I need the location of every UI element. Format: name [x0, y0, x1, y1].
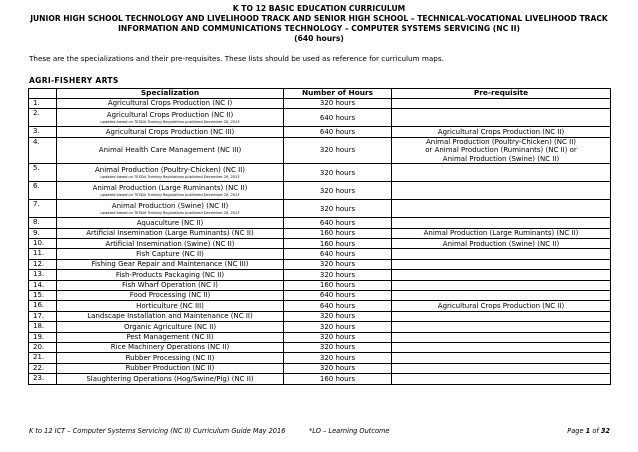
prerequisite-cell: [392, 164, 611, 182]
row-number: 23.: [29, 374, 57, 384]
prerequisite-cell: [392, 322, 611, 332]
footer-guide-title: K to 12 ICT – Computer Systems Servicing (NC II) Curriculum Guide May 2016: [29, 427, 286, 435]
header-cell-prerequisite: Pre-requisite: [392, 89, 611, 99]
row-number: 22.: [29, 363, 57, 373]
table-row: [29, 218, 611, 228]
prerequisite-cell: Animal Production (Poultry-Chicken) (NC II) or Animal Production (Ruminants) (NC II) or Animal Production (Swine) (NC II): [392, 137, 611, 164]
prerequisite-cell: [392, 259, 611, 269]
specialization-name: Fish Wharf Operation (NC I): [122, 281, 218, 290]
specialization-cell: [57, 353, 284, 363]
specialization-name: Agricultural Crops Production (NC II): [106, 111, 234, 120]
table-row: [29, 311, 611, 321]
table-body: [29, 99, 611, 385]
table-row: [29, 363, 611, 373]
hours-cell: 640 hours: [284, 127, 392, 137]
row-number: 11.: [29, 249, 57, 259]
table-row: [29, 332, 611, 342]
specialization-cell: [57, 332, 284, 342]
hours-cell: 160 hours: [284, 374, 392, 384]
specialization-cell: [57, 291, 284, 301]
prerequisite-cell: [392, 218, 611, 228]
hours-cell: 640 hours: [284, 218, 392, 228]
row-number: 7.: [29, 200, 57, 218]
hours-cell: 640 hours: [284, 301, 392, 311]
prerequisite-cell: [392, 291, 611, 301]
table-row: [29, 239, 611, 249]
row-number: 3.: [29, 127, 57, 137]
row-number: 9.: [29, 228, 57, 238]
specialization-name: Food Processing (NC II): [129, 291, 211, 300]
hours-cell: 320 hours: [284, 259, 392, 269]
hours-cell: 640 hours: [284, 291, 392, 301]
specialization-cell: [57, 249, 284, 259]
hours-cell: 320 hours: [284, 363, 392, 373]
prerequisite-cell: [392, 374, 611, 384]
footer-page-number: Page 1 of 32: [567, 427, 610, 435]
hours-cell: 320 hours: [284, 164, 392, 182]
table-row: [29, 164, 611, 182]
header-line-1: K TO 12 BASIC EDUCATION CURRICULUM: [232, 4, 406, 13]
specialization-name: Artificial Insemination (Large Ruminants) (NC II): [86, 229, 254, 238]
section-title: AGRI-FISHERY ARTS: [29, 76, 119, 85]
hours-cell: 160 hours: [284, 228, 392, 238]
hours-cell: 320 hours: [284, 270, 392, 280]
row-number: 20.: [29, 342, 57, 352]
prerequisite-cell: [392, 182, 611, 200]
hours-cell: 160 hours: [284, 239, 392, 249]
specialization-name: Slaughtering Operations (Hog/Swine/Pig) (NC II): [86, 374, 254, 383]
row-number: 12.: [29, 259, 57, 269]
specialization-name: Rubber Production (NC II): [125, 364, 215, 373]
prerequisite-cell: [392, 280, 611, 290]
tesda-update-note: updated based on TESDA Training Regulations published December 28, 2013: [100, 210, 240, 215]
specialization-name: Animal Production (Large Ruminants) (NC II): [92, 184, 248, 193]
specialization-cell: [57, 239, 284, 249]
table-row: [29, 182, 611, 200]
specialization-cell: [57, 322, 284, 332]
specialization-cell: [57, 280, 284, 290]
prerequisite-cell: [392, 363, 611, 373]
specialization-cell: [57, 127, 284, 137]
hours-cell: 320 hours: [284, 322, 392, 332]
specialization-name: Agricultural Crops Production (NC I): [107, 99, 233, 108]
prerequisite-cell: [392, 311, 611, 321]
specialization-name: Animal Production (Swine) (NC II): [111, 202, 229, 211]
row-number: 6.: [29, 182, 57, 200]
specialization-name: Fish Capture (NC II): [136, 249, 204, 258]
specialization-cell: [57, 342, 284, 352]
table-row: [29, 137, 611, 164]
hours-cell: 320 hours: [284, 200, 392, 218]
row-number: 13.: [29, 270, 57, 280]
table-row: [29, 291, 611, 301]
prerequisite-cell: Animal Production (Swine) (NC II): [392, 239, 611, 249]
header-line-2: JUNIOR HIGH SCHOOL TECHNOLOGY AND LIVELIHOOD TRACK AND SENIOR HIGH SCHOOL – TECHNICAL-VOCATIONAL LIVELIHOOD TRACK: [30, 14, 608, 23]
hours-cell: 320 hours: [284, 99, 392, 109]
specialization-cell: [57, 109, 284, 127]
hours-cell: 320 hours: [284, 137, 392, 164]
intro-text: These are the specializations and their pre-requisites. These lists should be used as reference for curriculum maps.: [29, 54, 444, 63]
prerequisite-cell: [392, 249, 611, 259]
row-number: 1.: [29, 99, 57, 109]
specialization-cell: [57, 200, 284, 218]
table-row: [29, 127, 611, 137]
row-number: 16.: [29, 301, 57, 311]
table-row: [29, 99, 611, 109]
header-cell-hours: Number of Hours: [284, 89, 392, 99]
prerequisite-cell: [392, 270, 611, 280]
hours-cell: 320 hours: [284, 311, 392, 321]
table-row: [29, 109, 611, 127]
specialization-name: Rubber Processing (NC II): [125, 353, 215, 362]
specialization-cell: [57, 218, 284, 228]
hours-cell: 320 hours: [284, 342, 392, 352]
hours-cell: 320 hours: [284, 353, 392, 363]
hours-cell: 640 hours: [284, 249, 392, 259]
specialization-cell: [57, 301, 284, 311]
specialization-name: Animal Health Care Management (NC III): [98, 146, 242, 155]
prerequisite-cell: [392, 342, 611, 352]
table-row: [29, 342, 611, 352]
specialization-name: Fish-Products Packaging (NC II): [115, 270, 225, 279]
table-row: [29, 259, 611, 269]
header-cell-number: [29, 89, 57, 99]
specialization-name: Pest Management (NC II): [126, 333, 214, 342]
prerequisite-cell: [392, 109, 611, 127]
prerequisite-cell: [392, 332, 611, 342]
table-row: [29, 353, 611, 363]
specialization-name: Organic Agriculture (NC II): [123, 322, 217, 331]
header-line-4: (640 hours): [294, 34, 344, 43]
specialization-name: Agricultural Crops Production (NC III): [105, 127, 235, 136]
specialization-cell: [57, 363, 284, 373]
hours-cell: 160 hours: [284, 280, 392, 290]
row-number: 19.: [29, 332, 57, 342]
hours-cell: 320 hours: [284, 182, 392, 200]
hours-cell: 640 hours: [284, 109, 392, 127]
table-row: [29, 228, 611, 238]
row-number: 21.: [29, 353, 57, 363]
header-cell-specialization: Specialization: [57, 89, 284, 99]
table-row: [29, 270, 611, 280]
footer-lo-note: *LO – Learning Outcome: [309, 427, 390, 435]
prerequisite-cell: [392, 200, 611, 218]
table-row: [29, 301, 611, 311]
specialization-table: [28, 88, 611, 385]
row-number: 2.: [29, 109, 57, 127]
row-number: 15.: [29, 291, 57, 301]
specialization-cell: [57, 311, 284, 321]
row-number: 4.: [29, 137, 57, 164]
specialization-name: Animal Production (Poultry-Chicken) (NC II): [94, 166, 245, 175]
specialization-cell: [57, 137, 284, 164]
specialization-cell: [57, 270, 284, 280]
specialization-name: Horticulture (NC III): [136, 301, 204, 310]
specialization-cell: [57, 164, 284, 182]
row-number: 5.: [29, 164, 57, 182]
table-row: [29, 374, 611, 384]
specialization-cell: [57, 182, 284, 200]
hours-cell: 320 hours: [284, 332, 392, 342]
prerequisite-cell: Animal Production (Large Ruminants) (NC II): [392, 228, 611, 238]
header-line-3: INFORMATION AND COMMUNICATIONS TECHNOLOGY – COMPUTER SYSTEMS SERVICING (NC II): [118, 24, 520, 33]
row-number: 18.: [29, 322, 57, 332]
specialization-cell: [57, 228, 284, 238]
specialization-name: Rice Machinery Operations (NC II): [110, 343, 230, 352]
table-row: [29, 200, 611, 218]
prerequisite-cell: Agricultural Crops Production (NC II): [392, 127, 611, 137]
row-number: 10.: [29, 239, 57, 249]
prerequisite-cell: Agricultural Crops Production (NC II): [392, 301, 611, 311]
row-number: 8.: [29, 218, 57, 228]
specialization-cell: [57, 374, 284, 384]
specialization-name: Aquaculture (NC II): [136, 218, 204, 227]
row-number: 14.: [29, 280, 57, 290]
specialization-name: Artificial Insemination (Swine) (NC II): [105, 239, 235, 248]
specialization-cell: [57, 99, 284, 109]
table-row: [29, 280, 611, 290]
table-row: [29, 249, 611, 259]
prerequisite-cell: [392, 353, 611, 363]
tesda-update-note: updated based on TESDA Training Regulations published December 28, 2013: [100, 174, 240, 179]
specialization-name: Landscape Installation and Maintenance (NC II): [87, 312, 253, 321]
tesda-update-note: updated based on TESDA Training Regulations published December 28, 2013: [100, 192, 240, 197]
prerequisite-cell: [392, 99, 611, 109]
tesda-update-note: updated based on TESDA Training Regulations published December 28, 2013: [100, 119, 240, 124]
table-row: [29, 322, 611, 332]
row-number: 17.: [29, 311, 57, 321]
specialization-name: Fishing Gear Repair and Maintenance (NC III): [91, 260, 249, 269]
specialization-cell: [57, 259, 284, 269]
